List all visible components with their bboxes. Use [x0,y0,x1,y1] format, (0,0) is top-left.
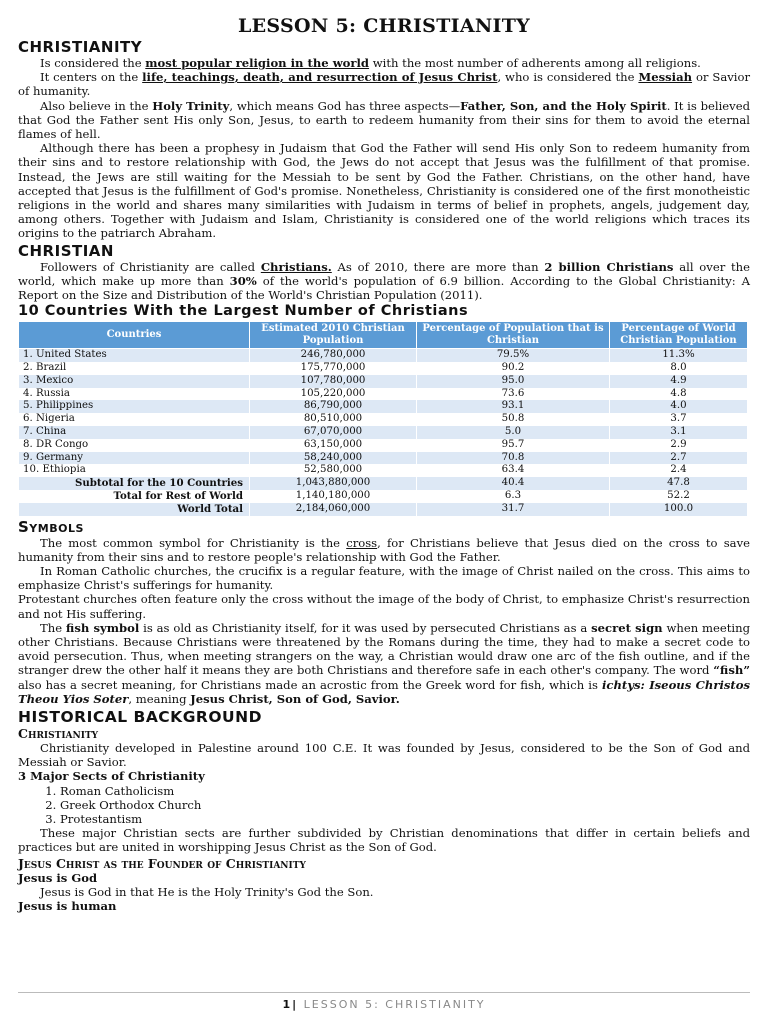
table-cell-value: 1,043,880,000 [250,477,417,490]
jesus-is-human-heading: Jesus is human [18,899,117,914]
table-cell-label: World Total [19,503,250,516]
table-cell-label: Subtotal for the 10 Countries [19,477,250,490]
table-cell-value: 1,140,180,000 [250,490,417,503]
table-total-row [19,503,748,516]
table-cell-value: 8.0 [610,362,748,375]
table-cell-value: 70.8 [417,452,610,465]
table-cell-label: 3. Mexico [19,375,250,388]
christianity-paragraph-1: Is considered the most popular religion in the world with the most number of adherents among all religions. [40,56,701,70]
table-cell-value: 95.0 [417,375,610,388]
table-row [19,413,748,426]
historical-heading: HISTORICAL BACKGROUND [18,708,262,727]
table-cell-value: 3.7 [610,413,748,426]
table-cell-label: 2. Brazil [19,362,250,375]
table-row [19,375,748,388]
jesus-is-god-heading: Jesus is God [18,870,98,885]
table-cell-value: 105,220,000 [250,388,417,401]
christian-paragraph: Followers of Christianity are called Christians. As of 2010, there are more than 2 billion Christians all over the world, which make up more than 30% of the world's population of 6.9 billion. According to the Global Christianity: A Report on the Size and Distribution of the World's Christian Population (2011). [18,259,750,303]
list-item: 3. Protestantism [60,812,750,826]
table-cell-value: 52.2 [610,490,748,503]
table-cell-value: 79.5% [417,349,610,362]
table-cell-value: 2.9 [610,439,748,452]
table-row [19,400,748,413]
footer-separator: | [292,998,299,1011]
founder-heading: Jesus Christ as the Founder of Christianity [18,855,306,871]
footer-text: LESSON 5: CHRISTIANITY [303,998,486,1011]
header-countries: Countries [19,322,250,349]
table-cell-value: 93.1 [417,400,610,413]
table-cell-value: 100.0 [610,503,748,516]
sects-list [18,784,750,827]
table-cell-label: 5. Philippines [19,400,250,413]
table-cell-value: 52,580,000 [250,464,417,477]
table-row [19,464,748,477]
table-cell-label: 4. Russia [19,388,250,401]
historical-sub-christianity: Christianity [18,726,99,742]
symbols-paragraph-4: The fish symbol is as old as Christianity itself, for it was used by persecuted Christians as a secret sign when meeting other Christians. Because Christians were threatened by the Romans during the time, they had to make a secret code to avoid persecution. Thus, when meeting strangers on the way, a Christian would draw one arc of the fish outline, and if the stranger drew the other half it means they are both Christians and therefore safe in each other's company. The word “fish” also has a secret meaning, for Christians made an acrostic from the Greek word for fish, which is ichtys: Iseous Christos Theou Yios Soter, meaning Jesus Christ, Son of God, Savior. [18,620,750,706]
lesson-title: LESSON 5: CHRISTIANITY [237,15,531,37]
table-cell-value: 2,184,060,000 [250,503,417,516]
page-number: 1 [282,998,293,1011]
table-cell-value: 4.9 [610,375,748,388]
jesus-is-god-text: Jesus is God in that He is the Holy Trinity's God the Son. [40,884,374,899]
symbols-paragraph-2: In Roman Catholic churches, the crucifix is a regular feature, with the image of Christ nailed on the cross. This aims to emphasize Christ's sufferings for humanity. [18,564,750,593]
table-total-row [19,477,748,490]
christian-heading: CHRISTIAN [18,241,114,260]
header-percent-world: Percentage of World Christian Population [610,322,748,349]
table-cell-value: 73.6 [417,388,610,401]
christianity-paragraph-3: Also believe in the Holy Trinity, which means God has three aspects—Father, Son, and the Holy Spirit. It is believed that God the Father sent His only Son, Jesus, to earth to redeem humanity from their sins for them to avoid the eternal flames of hell. [18,98,750,142]
christianity-heading: CHRISTIANITY [18,38,143,56]
symbols-paragraph-1: The most common symbol for Christianity is the cross, for Christians believe that Jesus died on the cross to save humanity from their sins and to restore people's relationship with God the Father. [18,535,750,564]
symbols-paragraph-3: Protestant churches often feature only the cross without the image of the body of Christ, to emphasize Christ's resurrection and not His suffering. [18,592,750,621]
page-footer [18,992,750,1011]
table-cell-value: 4.8 [610,388,748,401]
list-item: 2. Greek Orthodox Church [60,798,750,812]
table-cell-value: 2.7 [610,452,748,465]
table-row [19,388,748,401]
table-cell-value: 63.4 [417,464,610,477]
table-cell-value: 107,780,000 [250,375,417,388]
table-cell-value: 50.8 [417,413,610,426]
table-title: 10 Countries With the Largest Number of Christians [18,303,469,320]
table-row [19,439,748,452]
table-total-row [19,490,748,503]
table-row [19,426,748,439]
table-cell-value: 175,770,000 [250,362,417,375]
table-cell-label: 6. Nigeria [19,413,250,426]
table-cell-value: 67,070,000 [250,426,417,439]
table-cell-value: 40.4 [417,477,610,490]
table-header-row [19,322,748,349]
historical-paragraph-1: Christianity developed in Palestine around 100 C.E. It was founded by Jesus, considered to be the Son of God and Messiah or Savior. [18,741,750,770]
table-cell-value: 31.7 [417,503,610,516]
list-item: 1. Roman Catholicism [60,784,750,798]
christian-population-table [18,321,748,515]
christianity-paragraph-4: Although there has been a prophesy in Judaism that God the Father will send His only Son to redeem humanity from their sins and to restore relationship with God, the Jews do not accept that Jesus was the fulfillment of that promise. Instead, the Jews are still waiting for the Messiah to be sent by God the Father. Christians, on the other hand, have accepted that Jesus is the fulfillment of God's promise. Nonetheless, Christianity is considered one of the first monotheistic religions in the world and shares many similarities with Judaism in terms of belief in prophets, angels, judgement day, among others. Together with Judaism and Islam, Christianity is considered one of the world religions which traces its origins to the patriarch Abraham. [18,141,750,241]
table-cell-label: 10. Ethiopia [19,464,250,477]
table-cell-value: 95.7 [417,439,610,452]
table-cell-value: 47.8 [610,477,748,490]
historical-paragraph-2: These major Christian sects are further subdivided by Christian denominations that differ in certain beliefs and practices but are united in worshipping Jesus Christ as the Son of God. [18,826,750,855]
table-cell-value: 90.2 [417,362,610,375]
table-cell-label: 1. United States [19,349,250,362]
table-cell-value: 58,240,000 [250,452,417,465]
table-cell-value: 4.0 [610,400,748,413]
document-page [18,14,750,913]
table-cell-value: 2.4 [610,464,748,477]
table-cell-value: 246,780,000 [250,349,417,362]
sects-heading: 3 Major Sects of Christianity [18,769,205,784]
table-cell-label: 9. Germany [19,452,250,465]
header-percent-population: Percentage of Population that is Christian [417,322,610,349]
table-cell-value: 11.3% [610,349,748,362]
table-cell-label: 7. China [19,426,250,439]
table-cell-value: 80,510,000 [250,413,417,426]
christianity-paragraph-2: It centers on the life, teachings, death, and resurrection of Jesus Christ, who is considered the Messiah or Savior of humanity. [18,70,751,99]
symbols-heading: Symbols [18,517,84,536]
header-population: Estimated 2010 Christian Population [250,322,417,349]
table-row [19,349,748,362]
table-cell-value: 3.1 [610,426,748,439]
table-cell-label: 8. DR Congo [19,439,250,452]
table-cell-value: 86,790,000 [250,400,417,413]
table-cell-value: 63,150,000 [250,439,417,452]
table-cell-label: Total for Rest of World [19,490,250,503]
table-row [19,452,748,465]
table-row [19,362,748,375]
table-cell-value: 6.3 [417,490,610,503]
table-cell-value: 5.0 [417,426,610,439]
